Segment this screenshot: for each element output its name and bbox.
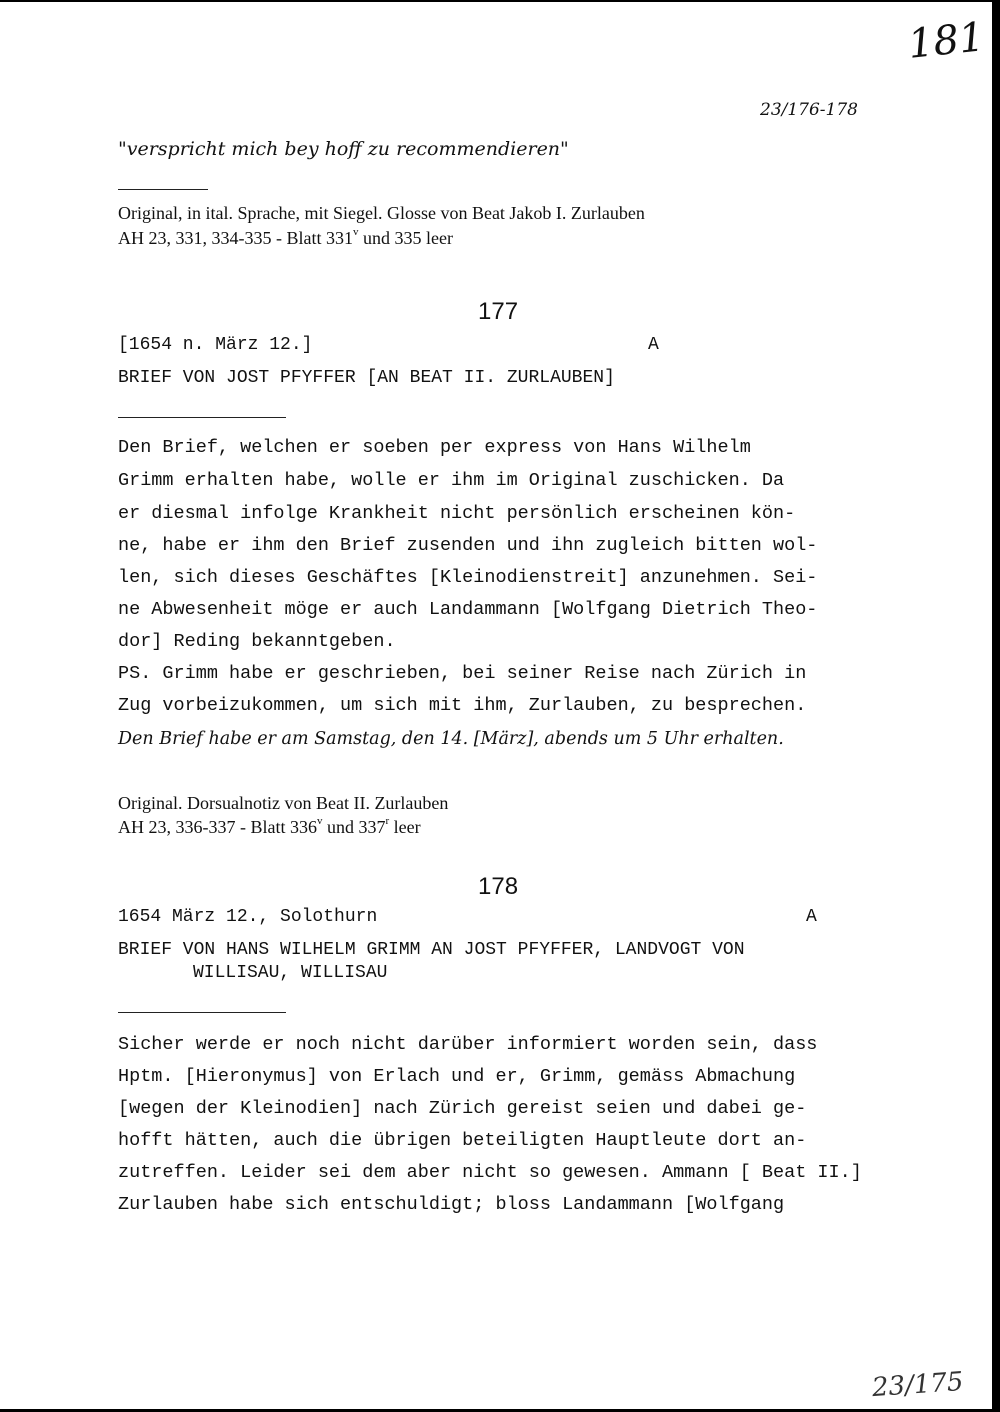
paragraph-line: [wegen der Kleinodien] nach Zürich gereist seien und dabei ge- (118, 1098, 807, 1119)
paragraph-line: ne Abwesenheit möge er auch Landammann [Wolfgang Dietrich Theo- (118, 599, 818, 620)
italic-note: Den Brief habe er am Samstag, den 14. [März], abends um 5 Uhr erhalten. (118, 729, 784, 749)
paragraph-line: Zurlauben habe sich entschuldigt; bloss Landammann [Wolfgang (118, 1194, 785, 1215)
paragraph-line: zutreffen. Leider sei dem aber nicht so gewesen. Ammann [ Beat II.] (118, 1162, 862, 1183)
paragraph-line: len, sich dieses Geschäftes [Kleinodienstreit] anzunehmen. Sei- (118, 567, 818, 588)
original-note-line2: AH 23, 336-337 - Blatt 336$^v$ und 337$^r$ leer (118, 815, 421, 837)
paragraph-line: dor] Reding bekanntgeben. (118, 631, 396, 652)
entry-number-177: 177 (478, 298, 519, 325)
quoted-summary: "verspricht mich bey hoff zu recommendieren" (118, 138, 569, 160)
paragraph-line: Sicher werde er noch nicht darüber informiert worden sein, dass (118, 1034, 818, 1055)
entry-178-title-line2: WILLISAU, WILLISAU (193, 963, 388, 983)
original-note-line1: Original. Dorsualnotiz von Beat II. Zurlauben (118, 793, 449, 813)
entry-number-178: 178 (478, 873, 519, 900)
divider (118, 189, 208, 190)
divider (118, 417, 286, 418)
handwritten-bottom-number: 23/175 (871, 1366, 965, 1404)
paragraph-line: ne, habe er ihm den Brief zusenden und ihn zugleich bitten wol- (118, 535, 818, 556)
divider (118, 1012, 286, 1013)
scan-border-top (0, 0, 1000, 2)
handwritten-page-number: 181 (905, 14, 987, 68)
original-note-line2: AH 23, 331, 334-335 - Blatt 331$^v$ und 335 leer (118, 226, 453, 248)
paragraph-line: Den Brief, welchen er soeben per express von Hans Wilhelm (118, 437, 751, 458)
entry-177-letter: A (648, 335, 659, 355)
scan-border-right (992, 0, 1000, 1412)
original-note-line1: Original, in ital. Sprache, mit Siegel. Glosse von Beat Jakob I. Zurlauben (118, 203, 645, 223)
paragraph-line: Zug vorbeizukommen, um sich mit ihm, Zurlauben, zu besprechen. (118, 695, 807, 716)
paragraph-line: er diesmal infolge Krankheit nicht persönlich erscheinen kön- (118, 503, 796, 524)
entry-178-letter: A (806, 907, 817, 927)
paragraph-line: PS. Grimm habe er geschrieben, bei seiner Reise nach Zürich in (118, 663, 807, 684)
entry-178-title-line1: BRIEF VON HANS WILHELM GRIMM AN JOST PFYFFER, LANDVOGT VON (118, 940, 745, 960)
paragraph-line: hofft hätten, auch die übrigen beteiligten Hauptleute dort an- (118, 1130, 807, 1151)
entry-177-title: BRIEF VON JOST PFYFFER [AN BEAT II. ZURLAUBEN] (118, 368, 615, 388)
reference-range: 23/176-178 (760, 100, 858, 120)
paragraph-line: Grimm erhalten habe, wolle er ihm im Original zuschicken. Da (118, 470, 785, 491)
entry-177-date: [1654 n. März 12.] (118, 335, 313, 355)
entry-178-date: 1654 März 12., Solothurn (118, 907, 378, 927)
paragraph-line: Hptm. [Hieronymus] von Erlach und er, Grimm, gemäss Abmachung (118, 1066, 796, 1087)
